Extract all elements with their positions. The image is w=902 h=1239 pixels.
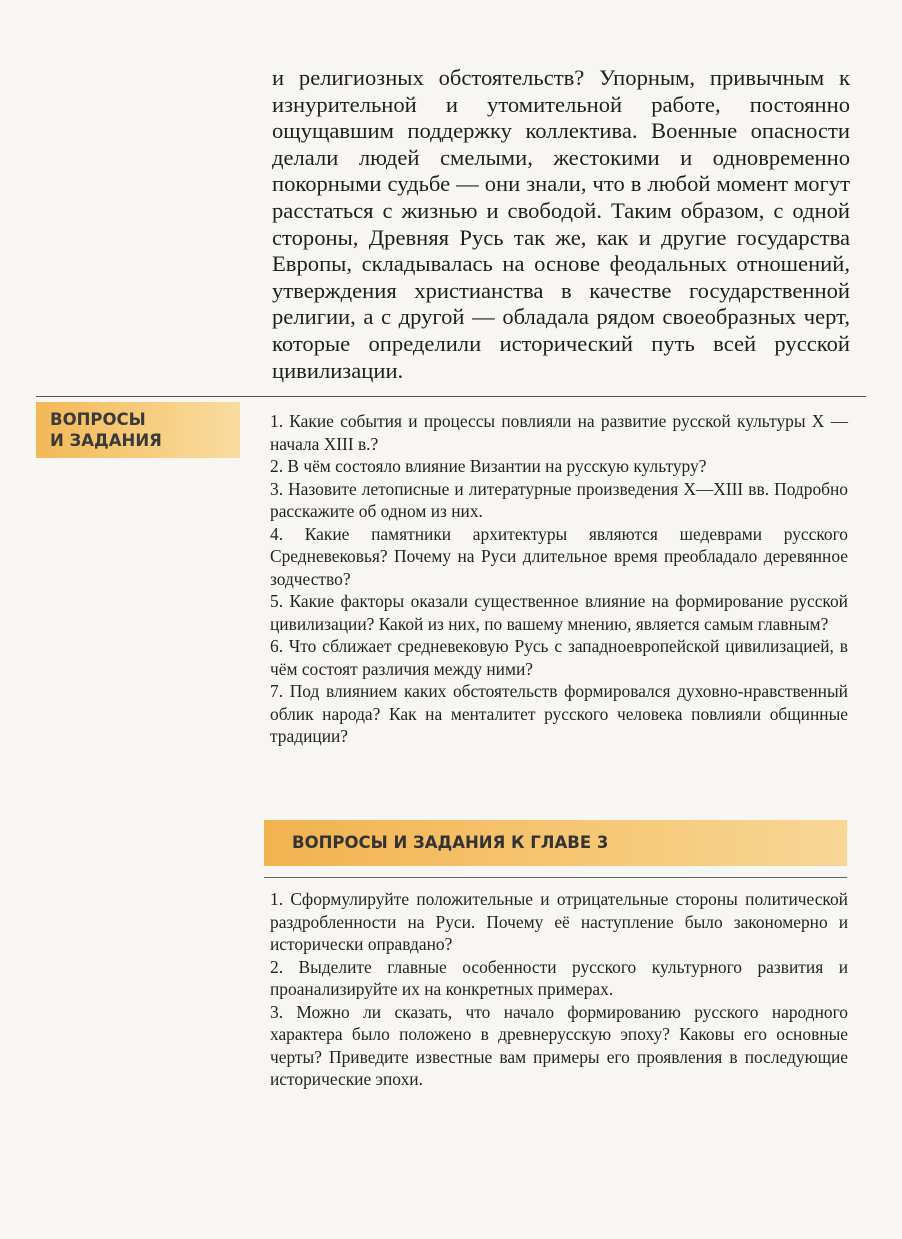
main-paragraph: и религиозных обстоятельств? Упорным, привычным к изнурительной и утомительной работе, постоянно ощущавшим поддержку коллектива. Военные опасности делали людей смелыми, жестокими и одновременно покорными судьбе — они знали, что в любой момент могут расстаться с жизнью и свободой. Таким образом, с одной стороны, Древняя Русь так же, как и другие государства Европы, складывалась на основе феодальных отношений, утверждения христианства в качестве государственной религии, а с другой — обладала рядом своеобразных черт, которые определили исторический путь всей русской цивилизации.: [272, 65, 850, 383]
question-item: 2. В чём состояло влияние Византии на русскую культуру?: [270, 456, 707, 476]
questions-label: [50, 409, 162, 451]
question-item: 5. Какие факторы оказали существенное влияние на формирование русской цивилизации? Какой из них, по вашему мнению, является самым главным?: [270, 591, 848, 634]
chapter-divider: [264, 877, 847, 878]
chapter-question-item: 2. Выделите главные особенности русского культурного развития и проанализируйте их на конкретных примерах.: [270, 956, 848, 999]
chapter-question-item: 3. Можно ли сказать, что начало формированию русского народного характера было положено в древнерусскую эпоху? Каковы его основные черты? Приведите известные вам примеры его проявления в последующие исторические эпохи.: [270, 1001, 848, 1089]
question-item: 3. Назовите летописные и литературные произведения X—XIII вв. Подробно расскажите об одном из них.: [270, 478, 848, 521]
questions-label-box: [36, 402, 240, 458]
questions-list: [270, 410, 848, 748]
chapter-questions-list: [270, 888, 848, 1091]
questions-label-line1: ВОПРОСЫ: [50, 410, 146, 429]
question-item: 7. Под влиянием каких обстоятельств формировался духовно-нравственный облик народа? Как на менталитет русского человека повлияли общинные традиции?: [270, 681, 848, 746]
chapter-questions-banner: [264, 820, 847, 866]
question-item: 4. Какие памятники архитектуры являются шедеврами русского Средневековья? Почему на Руси длительное время преобладало деревянное зодчество?: [270, 523, 848, 589]
questions-label-line2: И ЗАДАНИЯ: [50, 431, 162, 450]
section-divider: [36, 396, 866, 397]
question-item: 1. Какие события и процессы повлияли на развитие русской культуры X — начала XIII в.?: [270, 411, 848, 454]
question-item: 6. Что сближает средневековую Русь с западноевропейской цивилизацией, в чём состоят различия между ними?: [270, 636, 848, 679]
chapter-question-item: 1. Сформулируйте положительные и отрицательные стороны политической раздробленности на Руси. Почему её наступление было закономерно и исторически оправдано?: [270, 889, 848, 954]
chapter-questions-title: ВОПРОСЫ И ЗАДАНИЯ К ГЛАВЕ 3: [292, 833, 609, 852]
